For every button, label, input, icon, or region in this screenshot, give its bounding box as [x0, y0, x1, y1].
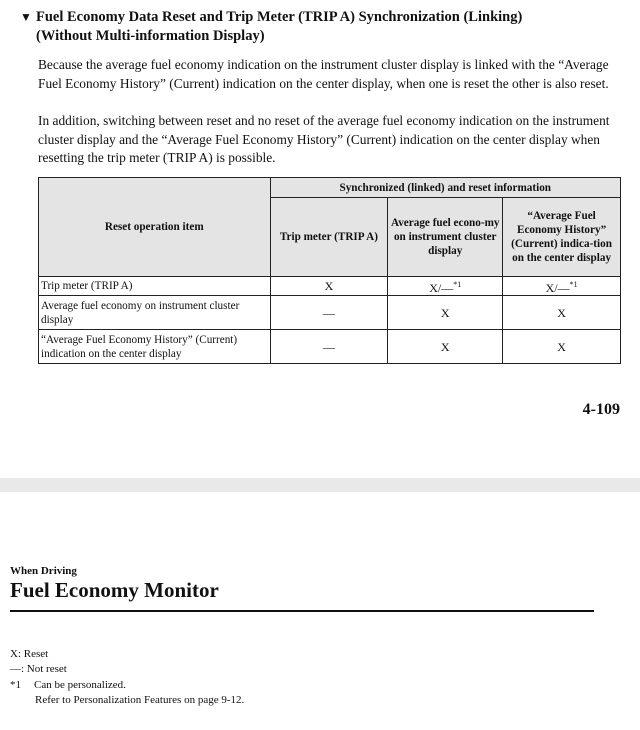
section-title-line1: Fuel Economy Data Reset and Trip Meter (TRIP A) Synchronization (Linking) — [36, 9, 523, 25]
paragraph-linked-reset: Because the average fuel economy indication on the instrument cluster display is linked with the “Average Fuel Economy History” (Current) indication on the center display, when one is reset the other is also reset. — [38, 57, 609, 91]
paragraph-switching: In addition, switching between reset and no reset of the average fuel economy indication on the instrument cluster display and the “Average Fuel Economy History” (Current) indication on the center display when resetting the trip meter (TRIP A) is possible. — [38, 113, 610, 166]
header-reset-operation-item: Reset operation item — [39, 178, 271, 277]
legend-not-reset: —: Not reset — [10, 663, 67, 675]
cell-mark: X — [270, 277, 388, 296]
chapter-title: Fuel Economy Monitor — [10, 578, 219, 602]
page-separator — [0, 478, 640, 492]
chapter-label: When Driving — [10, 565, 77, 577]
cell-mark: X — [388, 296, 503, 330]
section-title-line2: (Without Multi-information Display) — [36, 28, 265, 44]
legend-reset: X: Reset — [10, 648, 49, 660]
triangle-bullet-icon: ▼ — [20, 10, 32, 24]
cell-mark: — — [270, 296, 388, 330]
cell-mark-value: X/— — [545, 280, 570, 295]
header-sync-group: Synchronized (linked) and reset information — [270, 178, 620, 198]
header-col-cluster-display: Average fuel econo-my on instrument cluster display — [388, 198, 503, 277]
footnote-ref: *1 — [569, 279, 578, 289]
cell-mark — [388, 277, 503, 296]
row-item-label: Trip meter (TRIP A) — [39, 277, 271, 296]
footnote-reference: Refer to Personalization Features on page 9-12. — [35, 694, 245, 706]
cell-mark: — — [270, 330, 388, 364]
page-number: 4-109 — [582, 401, 620, 418]
row-item-label: “Average Fuel Economy History” (Current) indication on the center display — [39, 330, 271, 364]
row-item-label: Average fuel economy on instrument cluster display — [39, 296, 271, 330]
table-row — [39, 296, 621, 330]
section-heading — [20, 8, 620, 46]
cell-mark: X — [503, 296, 621, 330]
table-row — [39, 277, 621, 296]
header-col-center-display: “Average Fuel Economy History” (Current) indica-tion on the center display — [503, 198, 621, 277]
title-divider — [10, 610, 594, 612]
footnote-mark: *1 — [10, 679, 21, 691]
cell-mark — [503, 277, 621, 296]
cell-mark: X — [388, 330, 503, 364]
legend-footnote — [10, 678, 126, 693]
footnote-ref: *1 — [453, 279, 462, 289]
footnote-text: Can be personalized. — [34, 679, 126, 691]
cell-mark: X — [503, 330, 621, 364]
table-row — [39, 330, 621, 364]
sync-reset-table — [38, 177, 621, 364]
cell-mark-value: X/— — [429, 280, 454, 295]
header-col-trip-meter: Trip meter (TRIP A) — [270, 198, 388, 277]
